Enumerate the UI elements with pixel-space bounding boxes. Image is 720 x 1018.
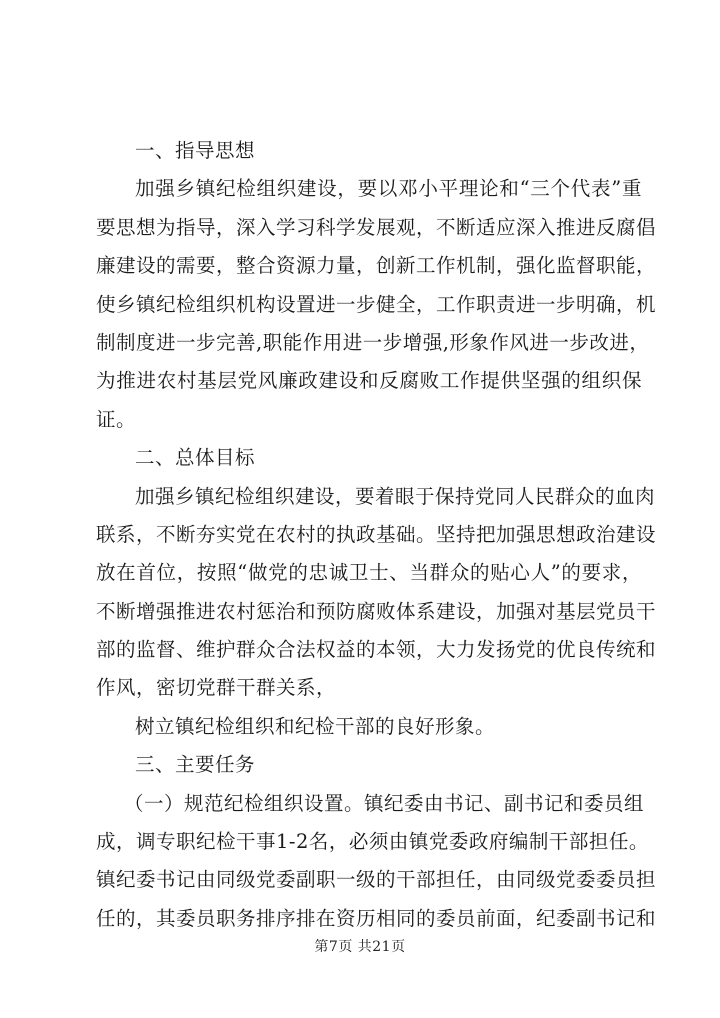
paragraph-line: 为推进农村基层党风廉政建设和反腐败工作提供坚强的组织保 (96, 369, 642, 393)
paragraph-line: 树立镇纪检组织和纪检干部的良好形象。 (135, 714, 496, 738)
paragraph-line: 联系，不断夯实党在农村的执政基础。坚持把加强思想政治建设 (96, 522, 657, 546)
paragraph-line: 不断增强推进农村惩治和预防腐败体系建设，加强对基层党员干 (96, 599, 657, 623)
paragraph-line: 加强乡镇纪检组织建设，要以邓小平理论和“三个代表”重 (135, 177, 642, 201)
paragraph-line: 成，调专职纪检干事1-2名，必须由镇党委政府编制干部担任。 (96, 830, 649, 854)
page-number-footer: 第7页 共21页 (314, 939, 406, 955)
paragraph-line: 要思想为指导，深入学习科学发展观，不断适应深入推进反腐倡 (96, 215, 657, 239)
paragraph-line: 廉建设的需要，整合资源力量，创新工作机制，强化监督职能， (96, 254, 657, 278)
paragraph-line: 制制度进一步完善,职能作用进一步增强,形象作风进一步改进， (96, 330, 650, 354)
paragraph-line: 加强乡镇纪检组织建设，要着眼于保持党同人民群众的血肉 (135, 484, 656, 508)
section-heading-guiding-ideology: 一、指导思想 (135, 139, 256, 162)
document-body (96, 132, 657, 938)
paragraph-line: 使乡镇纪检组织机构设置进一步健全，工作职责进一步明确，机 (96, 292, 657, 316)
section-heading-main-tasks: 三、主要任务 (135, 753, 256, 777)
paragraph-line: 放在首位，按照“做党的忠诚卫士、当群众的贴心人”的要求， (96, 561, 642, 585)
section-heading-overall-goal: 二、总体目标 (135, 446, 256, 470)
paragraph-line: （一）规范纪检组织设置。镇纪委由书记、副书记和委员组 (124, 791, 645, 815)
paragraph-line: 部的监督、维护群众合法权益的本领，大力发扬党的优良传统和 (96, 638, 657, 662)
paragraph-line: 证。 (96, 407, 137, 431)
paragraph-line: 镇纪委书记由同级党委副职一级的干部担任，由同级党委委员担 (96, 868, 657, 892)
paragraph-line: 作风，密切党群干群关系， (96, 676, 337, 700)
paragraph-line: 任的，其委员职务排序排在资历相同的委员前面，纪委副书记和 (96, 906, 657, 930)
